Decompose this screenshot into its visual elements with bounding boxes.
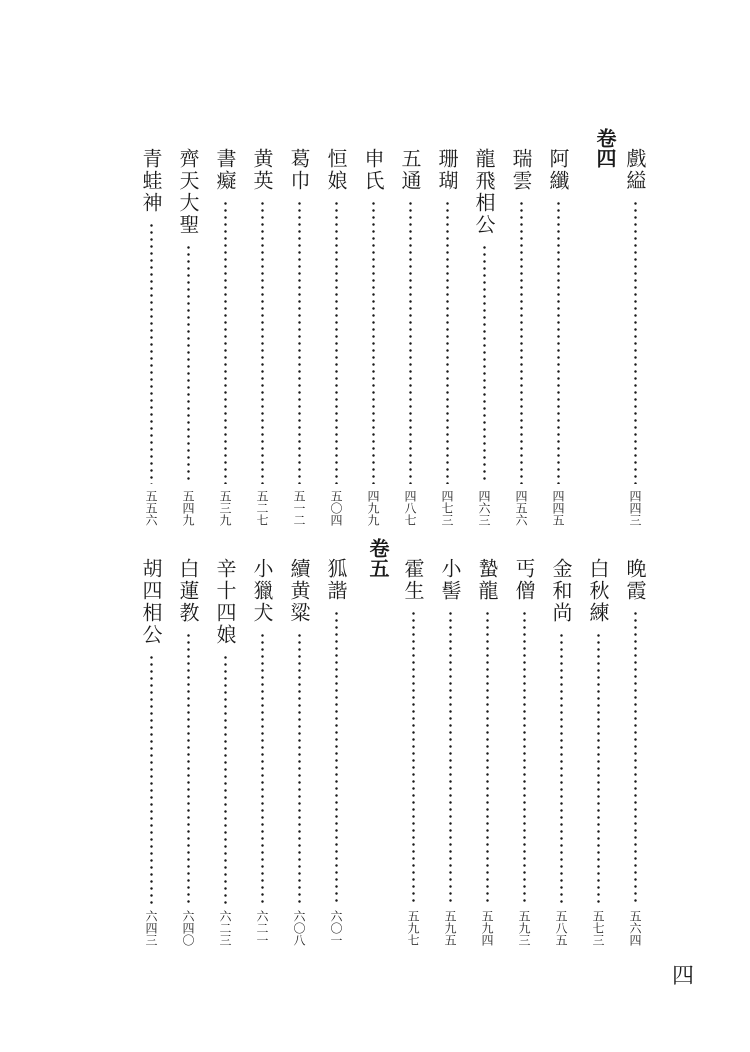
entry-page: 五二七 [255, 490, 269, 526]
entry-page: 六〇八 [292, 910, 306, 946]
entry-title: 白蓮教 [176, 558, 200, 624]
dot-leader [261, 632, 264, 904]
toc-entry[interactable] [173, 558, 203, 948]
entry-title: 阿纖 [546, 148, 570, 192]
entry-title: 辛十四娘 [213, 558, 237, 646]
toc-block-bottom [130, 538, 660, 948]
entry-title: 申氏 [361, 148, 385, 192]
toc-entry[interactable] [210, 558, 240, 948]
entry-title: 葛巾 [287, 148, 311, 192]
toc-entry[interactable] [136, 558, 166, 948]
toc-entry[interactable] [210, 148, 240, 528]
entry-page: 五九四 [480, 910, 494, 946]
entry-title: 狐諧 [324, 558, 348, 602]
toc-entry[interactable] [469, 148, 499, 528]
entry-page: 四五六 [514, 490, 528, 526]
entry-page: 五九七 [406, 910, 420, 946]
entry-page: 五五六 [144, 490, 158, 526]
entry-title: 五通 [398, 148, 422, 192]
toc-entry[interactable] [398, 558, 428, 948]
toc-entry[interactable] [546, 558, 576, 948]
volume-heading: 卷五 [366, 538, 390, 578]
dot-leader [150, 222, 153, 484]
dot-leader [486, 610, 489, 904]
dot-leader [560, 632, 563, 904]
dot-leader [187, 244, 190, 484]
entry-title: 黄英 [250, 148, 274, 192]
toc-entry[interactable] [321, 558, 351, 948]
dot-leader [520, 200, 523, 484]
dot-leader [298, 632, 301, 904]
toc-entry[interactable] [543, 148, 573, 528]
entry-title: 恒娘 [324, 148, 348, 192]
entry-title: 瑞雲 [509, 148, 533, 192]
entry-page: 四九九 [366, 490, 380, 526]
toc-entry[interactable] [620, 558, 650, 948]
entry-title: 白秋練 [586, 558, 610, 624]
toc-entry[interactable] [247, 148, 277, 528]
entry-page: 四七三 [440, 490, 454, 526]
entry-page: 六二一 [255, 910, 269, 946]
entry-title: 書癡 [213, 148, 237, 192]
toc-entry[interactable] [321, 148, 351, 528]
dot-leader [523, 610, 526, 904]
entry-page: 五六四 [628, 910, 642, 946]
toc-entry[interactable] [620, 148, 650, 528]
entry-title: 小獵犬 [250, 558, 274, 624]
dot-leader [224, 654, 227, 904]
entry-page: 五七三 [591, 910, 605, 946]
dot-leader [372, 200, 375, 484]
toc-entry[interactable] [358, 148, 388, 528]
entry-page: 五一二 [292, 490, 306, 526]
entry-page: 五九三 [517, 910, 531, 946]
dot-leader [224, 200, 227, 484]
entry-title: 胡四相公 [139, 558, 163, 646]
entry-title: 續黄粱 [287, 558, 311, 624]
entry-page: 四四五 [551, 490, 565, 526]
toc-entry[interactable] [583, 558, 613, 948]
entry-title: 珊瑚 [435, 148, 459, 192]
toc-entry[interactable] [472, 558, 502, 948]
entry-title: 蟄龍 [475, 558, 499, 602]
entry-page: 六二三 [218, 910, 232, 946]
dot-leader [557, 200, 560, 484]
toc-entry[interactable] [395, 148, 425, 528]
toc-entry[interactable] [435, 558, 465, 948]
entry-title: 金和尚 [549, 558, 573, 624]
page-folio: 四 [672, 964, 695, 989]
toc-entry[interactable] [247, 558, 277, 948]
entry-title: 戲縊 [623, 148, 647, 192]
dot-leader [634, 610, 637, 904]
entry-page: 五〇四 [329, 490, 343, 526]
toc-entry[interactable] [173, 148, 203, 528]
entry-page: 四六三 [477, 490, 491, 526]
dot-leader [449, 610, 452, 904]
entry-page: 五九五 [443, 910, 457, 946]
entry-page: 五四九 [181, 490, 195, 526]
entry-page: 四八七 [403, 490, 417, 526]
toc-entry[interactable] [432, 148, 462, 528]
entry-title: 霍生 [401, 558, 425, 602]
toc-block-top [130, 128, 660, 528]
entry-title: 丐僧 [512, 558, 536, 602]
entry-page: 六〇一 [329, 910, 343, 946]
entry-page: 四四三 [628, 490, 642, 526]
entry-title: 青蛙神 [139, 148, 163, 214]
dot-leader [409, 200, 412, 484]
entry-page: 六四〇 [181, 910, 195, 946]
toc-entry[interactable] [506, 148, 536, 528]
toc-entry[interactable] [136, 148, 166, 528]
entry-title: 晚霞 [623, 558, 647, 602]
toc-entry[interactable] [284, 148, 314, 528]
dot-leader [261, 200, 264, 484]
entry-title: 龍飛相公 [472, 148, 496, 236]
entry-title: 齊天大聖 [176, 148, 200, 236]
dot-leader [597, 632, 600, 904]
entry-page: 五三九 [218, 490, 232, 526]
entry-page: 六四三 [144, 910, 158, 946]
dot-leader [446, 200, 449, 484]
dot-leader [298, 200, 301, 484]
entry-page: 五八五 [554, 910, 568, 946]
dot-leader [150, 654, 153, 904]
dot-leader [634, 200, 637, 484]
dot-leader [335, 610, 338, 904]
dot-leader [335, 200, 338, 484]
toc-entry[interactable] [284, 558, 314, 948]
dot-leader [483, 244, 486, 484]
entry-title: 小髻 [438, 558, 462, 602]
dot-leader [412, 610, 415, 904]
toc-entry[interactable] [509, 558, 539, 948]
volume-heading: 卷四 [593, 128, 617, 168]
dot-leader [187, 632, 190, 904]
